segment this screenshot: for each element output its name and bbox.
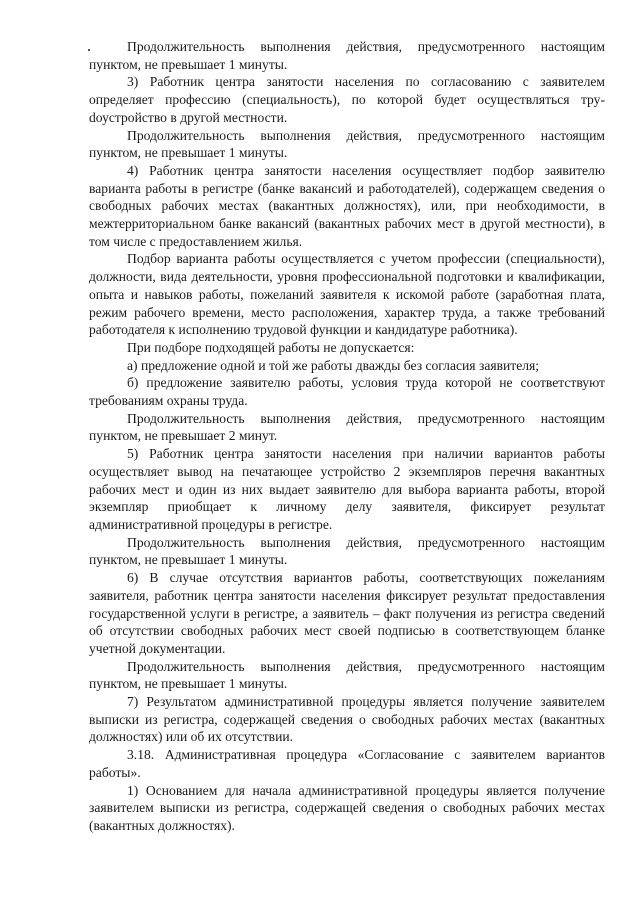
paragraph-6: При подборе подходящей работы не допускается: xyxy=(127,339,415,355)
paragraph-5: Подбор варианта работы осуществляется с учетом профессии (специальности), должности, вида деятельности, уровня профессиональной подготовки и квалификации, опыта и навыков работы, пожеланий заявителя к искомой работе (заработная плата, режим рабочего времени, место расположения, характер труда, а также требований работодателя к исполнению трудовой функции и кандидатуре работника). xyxy=(89,251,605,338)
paragraph-1: Продолжительность выполнения действия, предусмотренного настоящим пунктом, не превышает 1 минуты. xyxy=(89,39,605,72)
paragraph-4: 4) Работник центра занятости населения осуществляет подбор заявителю варианта работы в регистре (банке вакансий и работодателей), содержащем сведения о свободных рабочих местах (вакантных должностях), или, при необходимости, в межтерриториальном банке вакансий (вакантных рабочих мест в другой местности), в том числе с предоставлением жилья. xyxy=(89,162,605,249)
document-page xyxy=(89,38,605,835)
paragraph-2: 3) Работник центра занятости населения по согласованию с заявителем определяет профессию (специальность), по которой будет осуществляться труdоустройство в другой местности. xyxy=(89,74,605,125)
paragraph-15: 3.18. Административная процедура «Согласование с заявителем вариантов работы». xyxy=(89,747,605,780)
paragraph-8: б) предложение заявителю работы, условия труда которой не соответствуют требованиям охраны труда. xyxy=(89,375,605,409)
paragraph-9: Продолжительность выполнения действия, предусмотренного настоящим пунктом, не превышает 2 минут. xyxy=(89,410,605,444)
paragraph-14: 7) Результатом административной процедуры является получение заявителем выписки из регистра, содержащей сведения о свободных рабочих местах (вакантных должностях) или об их отсутствии. xyxy=(89,694,605,745)
paragraph-7: а) предложение одной и той же работы дважды без согласия заявителя; xyxy=(127,357,540,373)
paragraph-12: 6) В случае отсутствия вариантов работы, соответствующих пожеланиям заявителя, работник центра занятости населения фиксирует результат предоставления государственной услуги в регистре, а заявитель – факт получения из регистра сведений об отсутствии свободных рабочих мест своей подписью в соответствующем бланке учетной документации. xyxy=(89,570,605,656)
paragraph-10: 5) Работник центра занятости населения при наличии вариантов работы осуществляет вывод на печатающее устройство 2 экземпляров перечня вакантных рабочих мест и один из них выдает заявителю для выбора варианта работы, второй экземпляр приобщает к личному делу заявителя, фиксирует результат административной процедуры в регистре. xyxy=(89,446,605,532)
paragraph-11: Продолжительность выполнения действия, предусмотренного настоящим пунктом, не превышает 1 минуты. xyxy=(89,534,605,568)
paragraph-16: 1) Основанием для начала административной процедуры является получение заявителем выписки из регистра, содержащей сведения о свободных рабочих местах (вакантных должностях). xyxy=(89,782,605,833)
paragraph-13: Продолжительность выполнения действия, предусмотренного настоящим пунктом, не превышает 1 минуты. xyxy=(89,658,605,692)
paragraph-3: Продолжительность выполнения действия, предусмотренного настоящим пунктом, не превышает 1 минуты. xyxy=(89,127,605,161)
